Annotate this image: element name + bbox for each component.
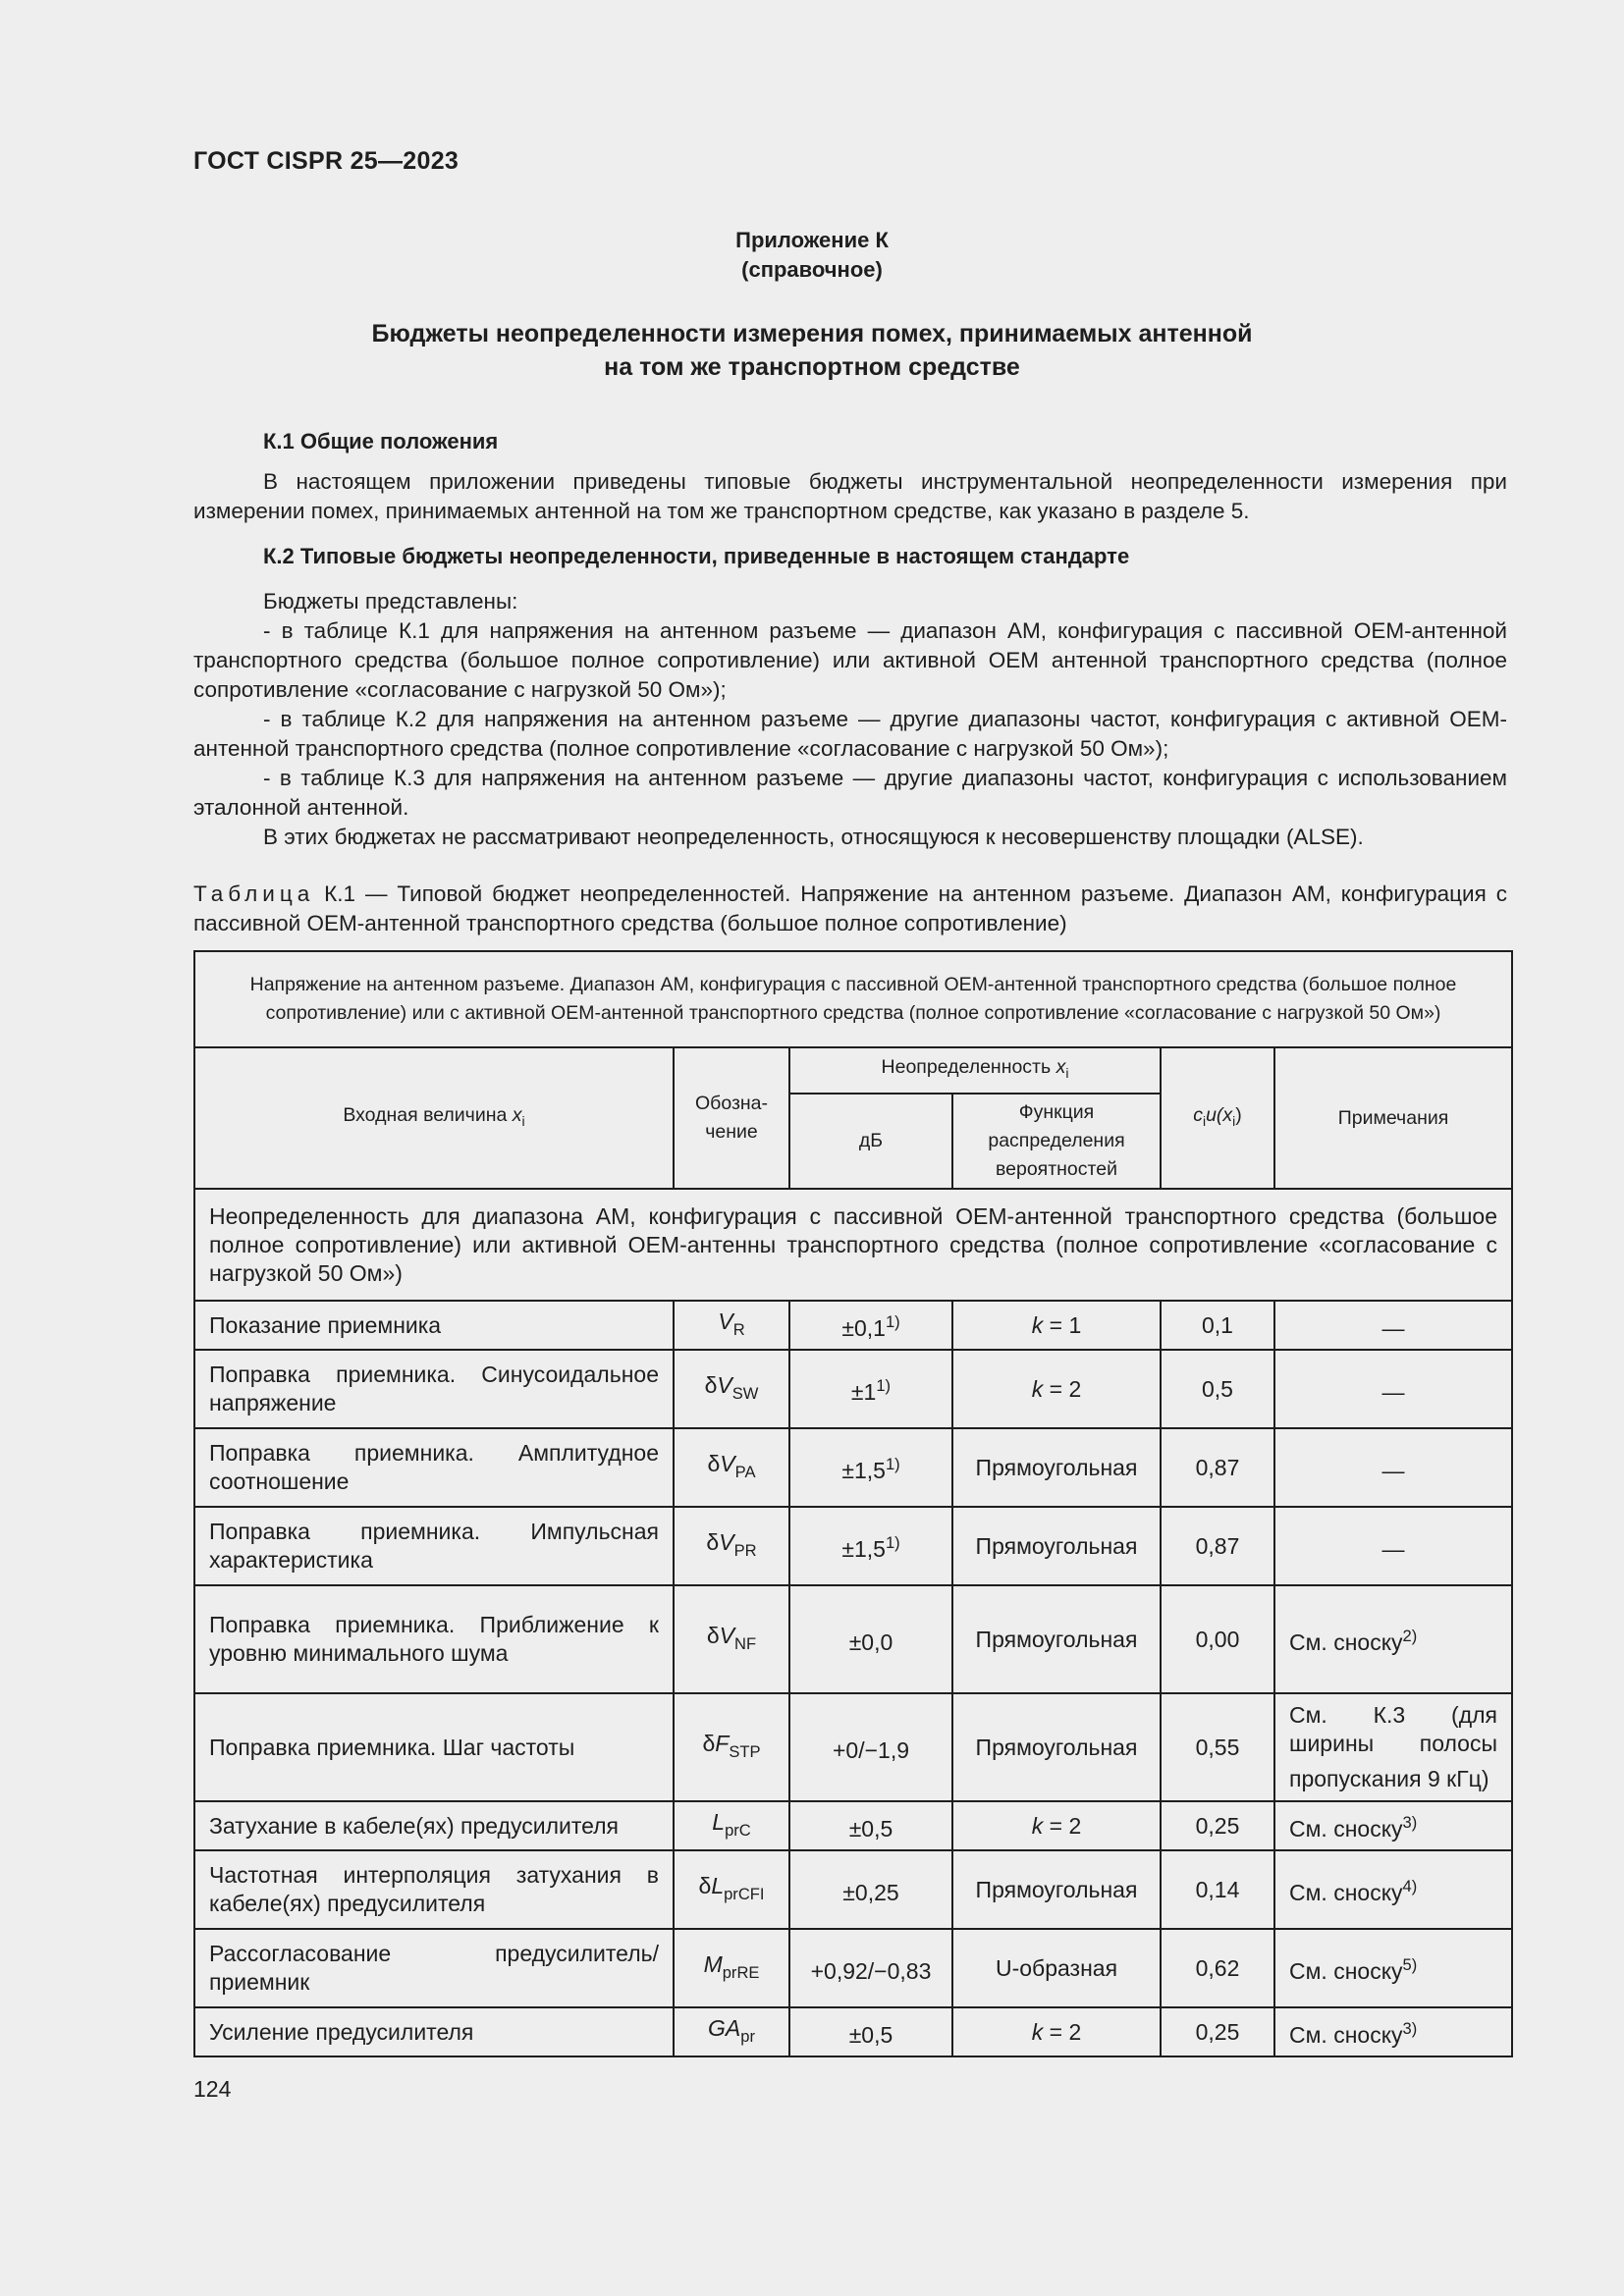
section-k1-text: В настоящем приложении приведены типовые бюджеты инструментальной неопределенности измерения при измерении помех, принимаемых антенной на том же транспортном средстве, как указано в разделе 5.	[193, 469, 1507, 523]
section-k2-intro: Бюджеты представлены:	[263, 589, 518, 614]
section-k1-body	[193, 467, 1507, 526]
cell-input-quantity: Поправка приемника. Амплитудное соотношение	[194, 1428, 674, 1507]
table-row	[194, 1350, 1512, 1428]
header-uncertainty: Неопределенность $x_i$	[789, 1047, 1161, 1094]
table-caption-text: К.1 — Типовой бюджет неопределенностей. Напряжение на антенном разъеме. Диапазон АМ, конфигурация с пассивной OEM-антенной транспортного средства (большое полное сопротивление)	[193, 881, 1507, 935]
header-ciu: $c_iu(x_i)$	[1161, 1047, 1274, 1189]
cell-distribution: U-образная	[952, 1929, 1161, 2007]
cell-input-quantity: Поправка приемника. Импульсная характеристика	[194, 1507, 674, 1585]
cell-db: $\pm 1,5^{1)}$	[789, 1507, 952, 1585]
table-row	[194, 1693, 1512, 1801]
cell-db: ±0,25	[789, 1850, 952, 1929]
group-description: Неопределенность для диапазона АМ, конфигурация с пассивной OEM-антенной транспортного средства (большое полное сопротивление) или активной OEM-антенны транспортного средства (полное сопротивление «согласование с нагрузкой 50 Ом»)	[194, 1189, 1512, 1301]
cell-distribution: Прямоугольная	[952, 1693, 1161, 1801]
cell-designation: $M_{prRE}$	[674, 1929, 789, 2007]
table-row	[194, 2007, 1512, 2056]
section-k2-note: В этих бюджетах не рассматривают неопределенность, относящуюся к несовершенству площадки (ALSE).	[263, 825, 1364, 849]
section-k2-body	[193, 587, 1507, 852]
cell-designation: $GA_{pr}$	[674, 2007, 789, 2056]
document-header: ГОСТ CISPR 25—2023	[193, 147, 460, 175]
cell-distribution: Прямоугольная	[952, 1507, 1161, 1585]
table-title: Напряжение на антенном разъеме. Диапазон АМ, конфигурация с пассивной OEM-антенной транспортного средства (большое полное сопротивление) или с активной OEM-антенной транспортного средства (полное сопротивление «согласование с нагрузкой 50 Ом»)	[194, 951, 1512, 1047]
table-header-row	[194, 1047, 1512, 1094]
section-k2-item2: - в таблице К.2 для напряжения на антенном разъеме — другие диапазоны частот, конфигурация с активной OEM-антенной транспортного средства (полное сопротивление «согласование с нагрузкой 50 Ом»);	[193, 707, 1507, 761]
annex-type: (справочное)	[741, 257, 883, 282]
section-k1-heading: К.1 Общие положения	[263, 429, 499, 454]
cell-ciu: 0,87	[1161, 1428, 1274, 1507]
cell-ciu: 0,55	[1161, 1693, 1274, 1801]
table-caption-word: Таблица	[193, 881, 315, 906]
cell-input-quantity: Усиление предусилителя	[194, 2007, 674, 2056]
cell-db: ±0,5	[789, 1801, 952, 1850]
table-title-row	[194, 951, 1512, 1047]
table-row	[194, 1850, 1512, 1929]
cell-distribution: Прямоугольная	[952, 1585, 1161, 1693]
cell-input-quantity: Затухание в кабеле(ях) предусилителя	[194, 1801, 674, 1850]
cell-notes: —	[1274, 1507, 1512, 1585]
section-k2-item3: - в таблице К.3 для напряжения на антенном разъеме — другие диапазоны частот, конфигурация с использованием эталонной антенной.	[193, 766, 1507, 820]
cell-ciu: 0,25	[1161, 2007, 1274, 2056]
cell-input-quantity: Частотная интерполяция затухания в кабеле(ях) предусилителя	[194, 1850, 674, 1929]
cell-distribution: k = 2	[952, 2007, 1161, 2056]
cell-notes: —	[1274, 1428, 1512, 1507]
cell-input-quantity: Поправка приемника. Синусоидальное напряжение	[194, 1350, 674, 1428]
cell-db: ±0,0	[789, 1585, 952, 1693]
section-k2-item1: - в таблице К.1 для напряжения на антенном разъеме — диапазон АМ, конфигурация с пассивной OEM-антенной транспортного средства (большое полное сопротивление) или активной OEM антенной транспортного средства (полное сопротивление «согласование с нагрузкой 50 Ом»);	[193, 618, 1507, 702]
cell-designation: $L_{prC}$	[674, 1801, 789, 1850]
cell-ciu: 0,25	[1161, 1801, 1274, 1850]
annex-title-line2: на том же транспортном средстве	[604, 353, 1020, 381]
cell-db: +0/−1,9	[789, 1693, 952, 1801]
cell-ciu: 0,5	[1161, 1350, 1274, 1428]
header-distribution: Функция распределения вероятностей	[952, 1094, 1161, 1189]
header-designation: Обозна-чение	[674, 1047, 789, 1189]
section-k2-heading: К.2 Типовые бюджеты неопределенности, приведенные в настоящем стандарте	[263, 544, 1130, 568]
cell-ciu: 0,62	[1161, 1929, 1274, 2007]
table-row	[194, 1507, 1512, 1585]
cell-db: $\pm 1,5^{1)}$	[789, 1428, 952, 1507]
table-row	[194, 1801, 1512, 1850]
cell-notes: См. сноску$^{3)}$	[1274, 2007, 1512, 2056]
cell-ciu: 0,1	[1161, 1301, 1274, 1350]
cell-designation: $\delta V_{PA}$	[674, 1428, 789, 1507]
cell-designation: $\delta V_{SW}$	[674, 1350, 789, 1428]
cell-notes: —	[1274, 1350, 1512, 1428]
cell-notes: См. сноску$^{2)}$	[1274, 1585, 1512, 1693]
page-number: 124	[193, 2076, 232, 2102]
header-input-quantity: Входная величина $x_i$	[194, 1047, 674, 1189]
cell-distribution: k = 1	[952, 1301, 1161, 1350]
cell-designation: $V_R$	[674, 1301, 789, 1350]
table-row	[194, 1428, 1512, 1507]
cell-input-quantity: Поправка приемника. Шаг частоты	[194, 1693, 674, 1801]
table-caption	[193, 880, 1507, 938]
cell-designation: $\delta L_{prCFI}$	[674, 1850, 789, 1929]
cell-designation: $\delta V_{PR}$	[674, 1507, 789, 1585]
cell-ciu: 0,87	[1161, 1507, 1274, 1585]
cell-notes: См. К.3 (для ширины полосы пропускания 9 кГц)	[1274, 1693, 1512, 1801]
cell-ciu: 0,14	[1161, 1850, 1274, 1929]
cell-db: $\pm 0,1^{1)}$	[789, 1301, 952, 1350]
cell-db: +0,92/−0,83	[789, 1929, 952, 2007]
cell-distribution: Прямоугольная	[952, 1850, 1161, 1929]
cell-designation: $\delta F_{STP}$	[674, 1693, 789, 1801]
group-row	[194, 1189, 1512, 1301]
cell-db: ±0,5	[789, 2007, 952, 2056]
annex-title-line1: Бюджеты неопределенности измерения помех, принимаемых антенной	[371, 320, 1253, 347]
cell-distribution: k = 2	[952, 1801, 1161, 1850]
cell-notes: См. сноску$^{4)}$	[1274, 1850, 1512, 1929]
header-notes: Примечания	[1274, 1047, 1512, 1189]
table-row	[194, 1585, 1512, 1693]
table-row	[194, 1929, 1512, 2007]
uncertainty-budget-table	[193, 950, 1513, 2057]
cell-notes: См. сноску$^{5)}$	[1274, 1929, 1512, 2007]
header-db: дБ	[789, 1094, 952, 1189]
cell-input-quantity: Поправка приемника. Приближение к уровню минимального шума	[194, 1585, 674, 1693]
cell-input-quantity: Рассогласование предусилитель/приемник	[194, 1929, 674, 2007]
cell-designation: $\delta V_{NF}$	[674, 1585, 789, 1693]
table-row	[194, 1301, 1512, 1350]
table-body	[194, 1301, 1512, 2056]
cell-input-quantity: Показание приемника	[194, 1301, 674, 1350]
cell-notes: См. сноску$^{3)}$	[1274, 1801, 1512, 1850]
cell-notes: —	[1274, 1301, 1512, 1350]
cell-db: $\pm 1^{1)}$	[789, 1350, 952, 1428]
annex-label: Приложение К	[735, 228, 889, 252]
cell-distribution: k = 2	[952, 1350, 1161, 1428]
cell-distribution: Прямоугольная	[952, 1428, 1161, 1507]
cell-ciu: 0,00	[1161, 1585, 1274, 1693]
